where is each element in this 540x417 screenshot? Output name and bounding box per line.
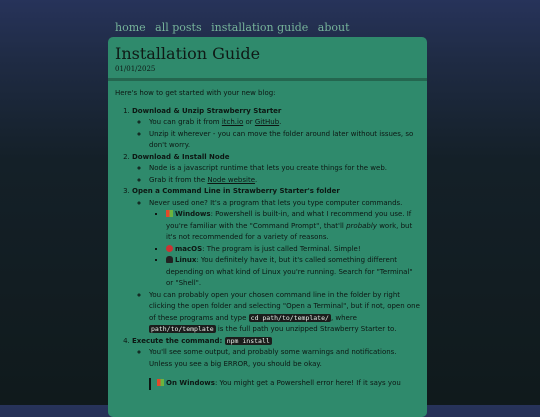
step-3-title: Open a Command Line in Strawberry Starter's folder — [132, 187, 340, 195]
nav-installation-guide-link[interactable]: installation guide — [211, 21, 309, 34]
step-4 — [132, 336, 420, 390]
npm-install-code: npm install — [226, 336, 270, 345]
list-item: ◦ Grab it from the Node website. — [149, 175, 420, 187]
os-macos: ▪ macOS: The program is just called Terminal. Simple! — [166, 244, 420, 256]
top-nav — [115, 21, 356, 34]
post-body — [108, 81, 427, 397]
apple-icon — [166, 245, 173, 252]
os-windows: ▪ Windows: Powershell is built-in, and what I recommend you use. If you're familiar with the "Command Prompt", that'll probably work, but it's not recommended for a variety of reasons. — [166, 209, 420, 244]
list-item: ◦ You can grab it from itch.io or GitHub. — [149, 117, 420, 129]
step-4-title: Execute the command: — [132, 336, 225, 345]
windows-icon — [166, 210, 173, 217]
step-2 — [132, 152, 420, 187]
list-item: ◦ You can probably open your chosen command line in the folder by right clicking the open folder and selecting "Open a Terminal", but if not, open one of these programs and type cd path/to/template/ , where path/to/template is the full path you unzipped Strawberry Starter to. — [149, 290, 420, 336]
os-linux: ▪ Linux: You definitely have it, but it's called something different depending on what kind of Linux you're running. Search for "Terminal" or "Shell". — [166, 255, 420, 290]
list-item: ◦ Never used one? It's a program that lets you type computer commands. ▪ Windows: Powershell is built-in, and what I recommend you use. If you're familiar with the "Command Prompt", that'll probably work, but it's not recommended for a variety of reasons. ▪ macOS: The program is just called Terminal. Simple! ▪ Linux: You definitely have it, but it's called something different depending on what kind of Linux you're running. Search for "Terminal" or "Shell". — [149, 198, 420, 290]
step-1 — [132, 106, 420, 152]
cd-command-code: cd path/to/template/ — [250, 313, 329, 322]
penguin-icon — [166, 256, 173, 263]
step-3 — [132, 186, 420, 336]
step-1-title: Download & Unzip Strawberry Starter — [132, 106, 282, 115]
post-title: Installation Guide — [115, 44, 261, 63]
path-code: path/to/template — [151, 325, 214, 333]
itch-link[interactable]: itch.io — [221, 118, 244, 126]
steps-list — [115, 106, 420, 390]
windows-note: On Windows: You might get a Powershell error here! If it says you — [149, 378, 420, 390]
post-date: 01/01/2025 — [115, 65, 156, 73]
github-link[interactable]: GitHub — [254, 118, 280, 126]
intro-text: Here's how to get started with your new blog: — [115, 89, 276, 97]
list-item: ◦ Node is a javascript runtime that lets you create things for the web. — [149, 163, 420, 175]
windows-icon — [157, 379, 164, 386]
nav-about-link[interactable]: about — [317, 21, 350, 34]
post-card — [108, 37, 427, 417]
step-2-title: Download & Install Node — [132, 152, 230, 161]
nav-home-link[interactable]: home — [115, 21, 146, 34]
post-header — [108, 37, 427, 81]
list-item: ◦ Unzip it wherever - you can move the folder around later without issues, so don't worry. — [149, 129, 420, 152]
node-website-link[interactable]: Node website — [207, 175, 256, 184]
nav-all-posts-link[interactable]: all posts — [155, 21, 202, 34]
list-item: ◦ You'll see some output, and probably some warnings and notifications. Unless you see a big ERROR, you should be okay. On Windows: You might get a Powershell error here! If it says you — [149, 347, 420, 390]
